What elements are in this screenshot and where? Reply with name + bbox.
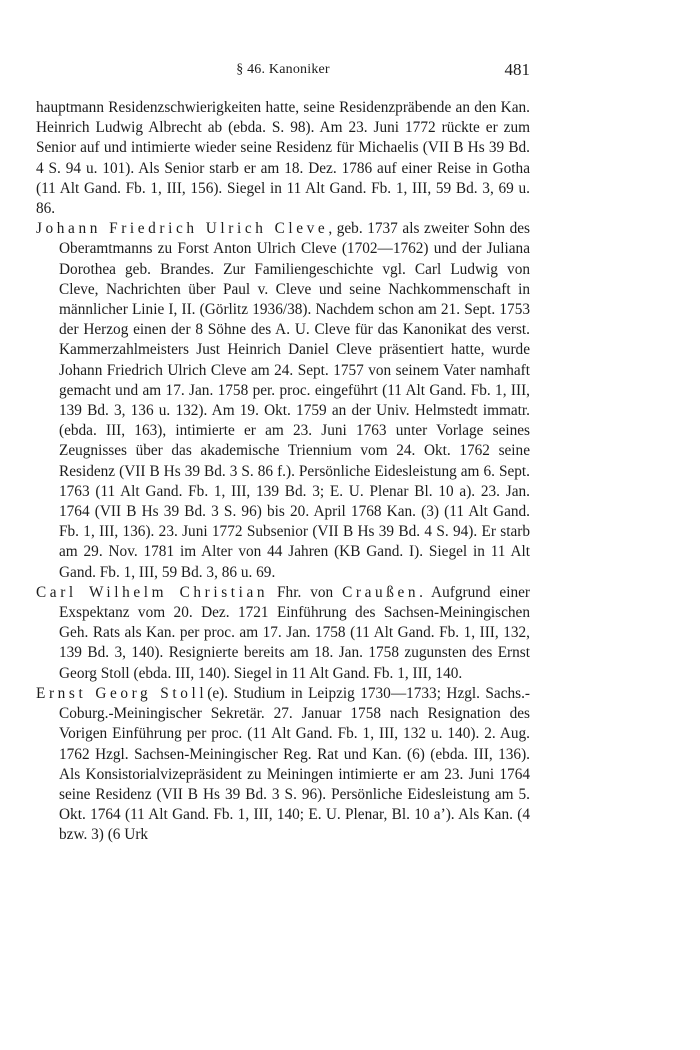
page-number: 481	[504, 60, 530, 79]
entry-cleve	[36, 219, 530, 583]
entry-text: (e). Studium in Leipzig 1730—1733; Hzgl. Sachs.-Coburg.-Meiningischer Sekretär. 27. Januar 1758 nach Resignation des Vorigen Einführung per proc. (11 Alt Gand. Fb. 1, III, 132 u. 140). 2. Aug. 1762 Hzgl. Sachsen-Meiningischer Reg. Rat und Kan. (6) (ebda. III, 136). Als Konsistorialvizepräsident zu Meiningen intimierte er am 23. Juni 1764 seine Residenz (VII B Hs 39 Bd. 3 S. 96). Persönliche Eidesleistung am 5. Okt. 1764 (11 Alt Gand. Fb. 1, III, 140; E. U. Plenar, Bl. 10 a’). Als Kan. (4 bzw. 3) (6 Urk	[59, 684, 530, 844]
body-text	[36, 98, 530, 846]
entry-text: hauptmann Residenzschwierigkeiten hatte, seine Residenzpräbende an den Kan. Heinrich Ludwig Albrecht ab (ebda. S. 98). Am 23. Juni 1772 rückte er zum Senior auf und intimierte wieder seine Residenz für Michaelis (VII B Hs 39 Bd. 4 S. 94 u. 101). Als Senior starb er am 18. Dez. 1786 auf einer Reise in Gotha (11 Alt Gand. Fb. 1, III, 156). Siegel in 11 Alt Gand. Fb. 1, III, 59 Bd. 3, 69 u. 86.	[36, 99, 530, 218]
entry-stoll	[36, 684, 530, 846]
entry-text: , geb. 1737 als zweiter Sohn des Oberamtmanns zu Forst Anton Ulrich Cleve (1702—1762) und der Juliana Dorothea geb. Brandes. Zur Familiengeschichte vgl. Carl Ludwig von Cleve, Nachrichten über Paul v. Cleve und seine Nachkommenschaft in männlicher Linie I, II. (Görlitz 1936/38). Nachdem schon am 21. Sept. 1753 der Herzog einen der 8 Söhne des A. U. Cleve für das Kanonikat des verst. Kammerzahlmeisters Just Heinrich Daniel Cleve präsentiert hatte, wurde Johann Friedrich Ulrich Cleve am 24. Sept. 1757 von seinem Vater namhaft gemacht und am 17. Jan. 1758 per. proc. eingeführt (11 Alt Gand. Fb. 1, III, 139 Bd. 3, 136 u. 132). Am 19. Okt. 1759 an der Univ. Helmstedt immatr. (ebda. III, 163), intimierte er am 23. Juni 1763 unter Vorlage seines Zeugnisses über das akademische Triennium vom 24. Okt. 1762 seine Residenz (VII B Hs 39 Bd. 3 S. 86 f.). Persönliche Eidesleistung am 6. Sept. 1763 (11 Alt Gand. Fb. 1, III, 139 Bd. 3; E. U. Plenar Bl. 10 a). 23. Jan. 1764 (VII B Hs 39 Bd. 3 S. 96) bis 20. April 1768 Kan. (3) (11 Alt Gand. Fb. 1, III, 136). 23. Juni 1772 Subsenior (VII B Hs 39 Bd. 4 S. 94). Er starb am 29. Nov. 1781 im Alter von 44 Jahren (KB Gand. I). Siegel in 11 Alt Gand. Fb. 1, III, 59 Bd. 3, 86 u. 69.	[59, 220, 530, 581]
entry-name-surname: Craußen	[342, 583, 420, 601]
entry-text: . Aufgrund einer Exspektanz vom 20. Dez. 1721 Einführung des Sachsen-Meiningischen Geh. Rats als Kan. per proc. am 17. Jan. 1758 (11 Alt Gand. Fb. 1, III, 132, 139 Bd. 3, 140). Resignierte bereits am 18. Jan. 1758 zugunsten des Ernst Georg Stoll (ebda. III, 140). Siegel in 11 Alt Gand. Fb. 1, III, 140.	[59, 583, 531, 682]
entry-name: Johann Friedrich Ulrich Cleve	[36, 220, 329, 238]
entry-name-mid: Fhr. von	[268, 583, 343, 601]
entry-name: Ernst Georg Stoll	[36, 684, 208, 702]
running-title: § 46. Kanoniker	[236, 62, 330, 77]
entry-craussen	[36, 583, 530, 684]
entry-name: Carl Wilhelm Christian	[36, 583, 269, 601]
entry-continued	[36, 98, 530, 219]
page-header	[36, 62, 530, 86]
